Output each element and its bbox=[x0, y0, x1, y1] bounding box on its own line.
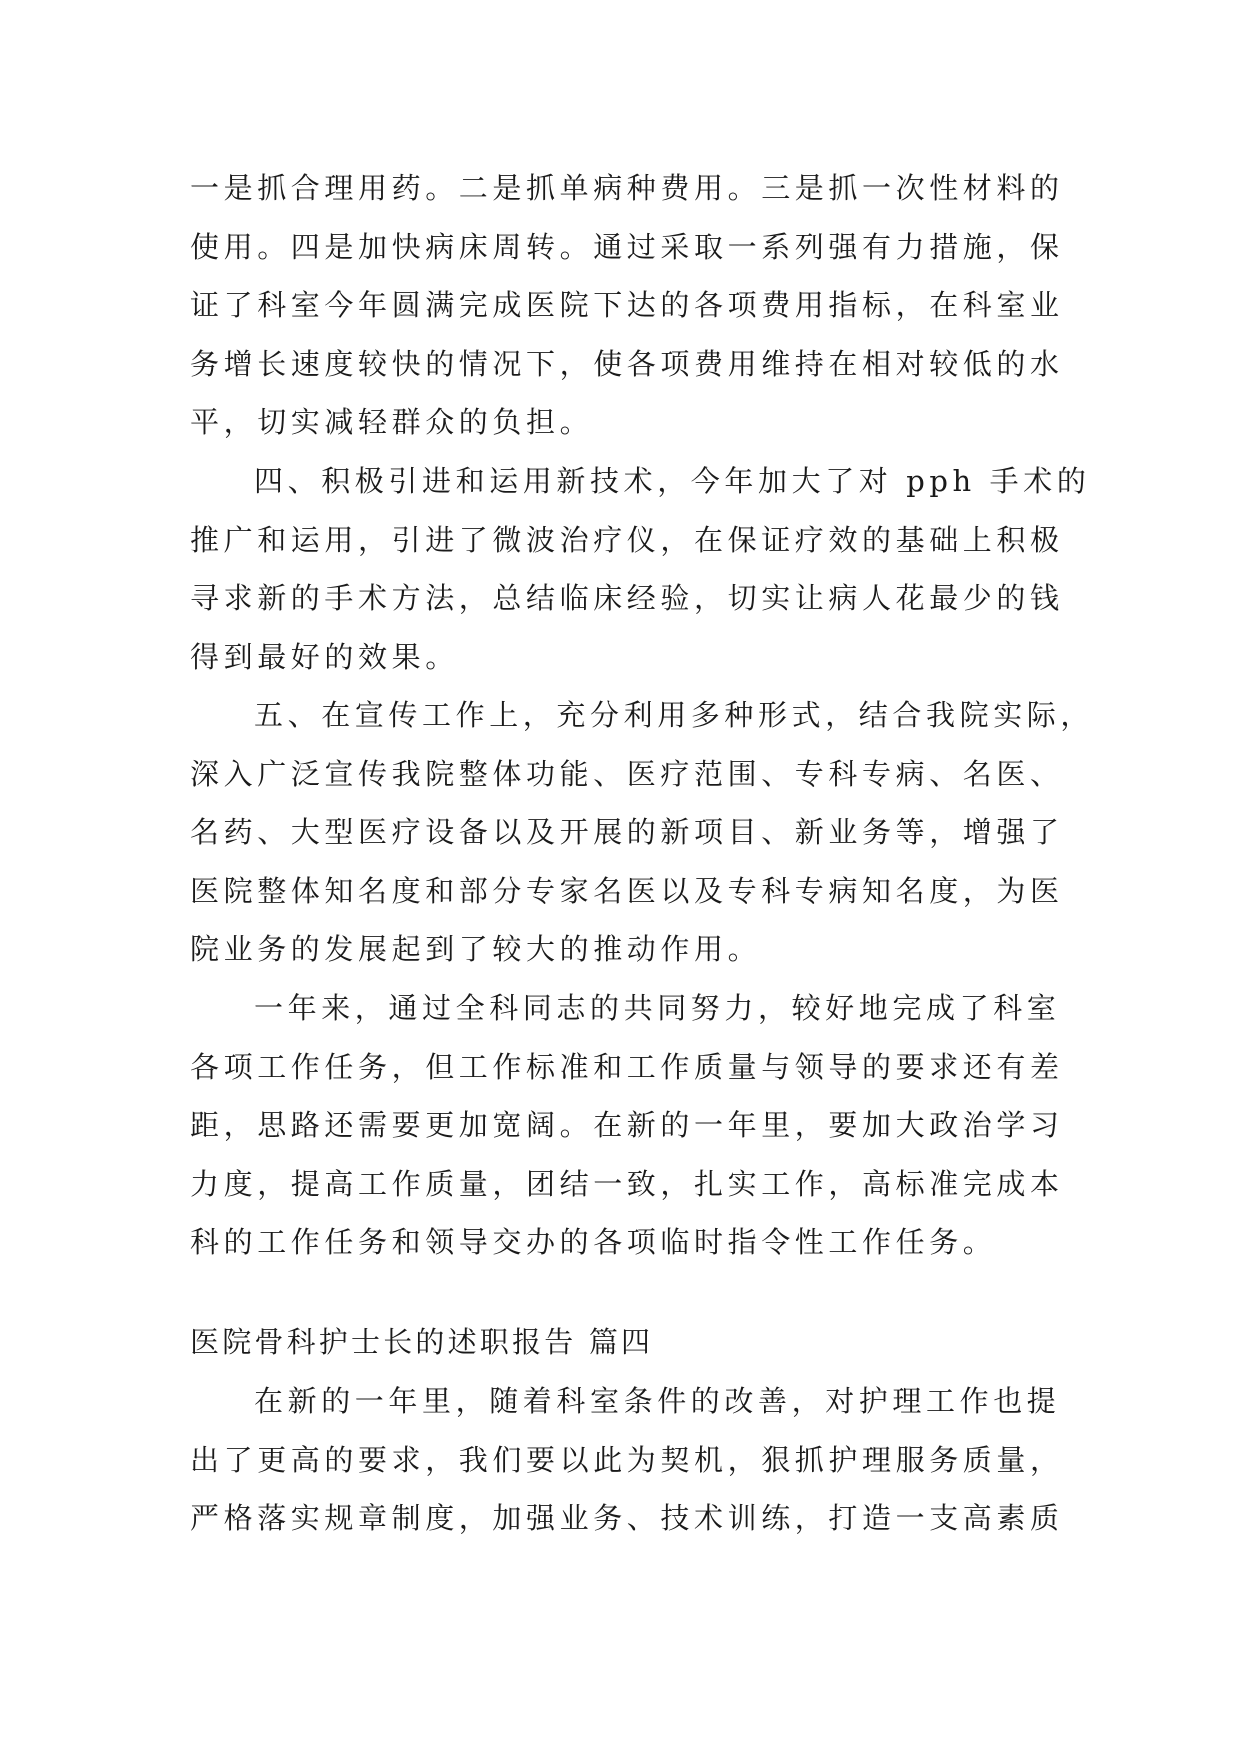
text-line: 距，思路还需要更加宽阔。在新的一年里，要加大政治学习 bbox=[190, 1108, 1064, 1142]
text-line: 四、积极引进和运用新技术，今年加大了对 pph 手术的 bbox=[254, 464, 1091, 498]
text-line: 推广和运用，引进了微波治疗仪，在保证疗效的基础上积极 bbox=[190, 522, 1064, 557]
text-line: 各项工作任务，但工作标准和工作质量与领导的要求还有差 bbox=[190, 1049, 1064, 1084]
paragraph-2 bbox=[190, 452, 1091, 686]
text-line: 一是抓合理用药。二是抓单病种费用。三是抓一次性材料的 bbox=[190, 171, 1064, 205]
text-line: 名药、大型医疗设备以及开展的新项目、新业务等，增强了 bbox=[190, 815, 1064, 849]
text-line: 力度，提高工作质量，团结一致，扎实工作，高标准完成本 bbox=[190, 1166, 1064, 1201]
text-line: 院业务的发展起到了较大的推动作用。 bbox=[190, 932, 762, 966]
text-line: 在新的一年里，随着科室条件的改善，对护理工作也提 bbox=[254, 1384, 1061, 1418]
text-line: 五、在宣传工作上，充分利用多种形式，结合我院实际， bbox=[254, 698, 1095, 732]
text-line: 深入广泛宣传我院整体功能、医疗范围、专科专病、名医、 bbox=[190, 756, 1064, 791]
text-line: 严格落实规章制度，加强业务、技术训练，打造一支高素质 bbox=[190, 1501, 1064, 1535]
text-line: 使用。四是加快病床周转。通过采取一系列强有力措施，保 bbox=[190, 229, 1064, 264]
paragraph-4 bbox=[190, 979, 1070, 1272]
text-line: 出了更高的要求，我们要以此为契机，狠抓护理服务质量， bbox=[190, 1442, 1064, 1477]
text-line: 证了科室今年圆满完成医院下达的各项费用指标，在科室业 bbox=[190, 288, 1064, 322]
paragraph-3 bbox=[190, 686, 1095, 979]
text-line: 平，切实减轻群众的负担。 bbox=[190, 405, 594, 439]
text-line: 务增长速度较快的情况下，使各项费用维持在相对较低的水 bbox=[190, 346, 1064, 381]
text-line: 科的工作任务和领导交办的各项临时指令性工作任务。 bbox=[190, 1225, 997, 1259]
text-line: 寻求新的手术方法，总结临床经验，切实让病人花最少的钱 bbox=[190, 581, 1064, 615]
paragraph-1 bbox=[190, 159, 1070, 452]
section-heading: 医院骨科护士长的述职报告 篇四 bbox=[190, 1325, 654, 1359]
paragraph-5 bbox=[190, 1372, 1070, 1548]
text-line: 医院整体知名度和部分专家名医以及专科专病知名度，为医 bbox=[190, 873, 1064, 908]
text-line: 一年来，通过全科同志的共同努力，较好地完成了科室 bbox=[254, 991, 1061, 1025]
text-line: 得到最好的效果。 bbox=[190, 639, 459, 674]
